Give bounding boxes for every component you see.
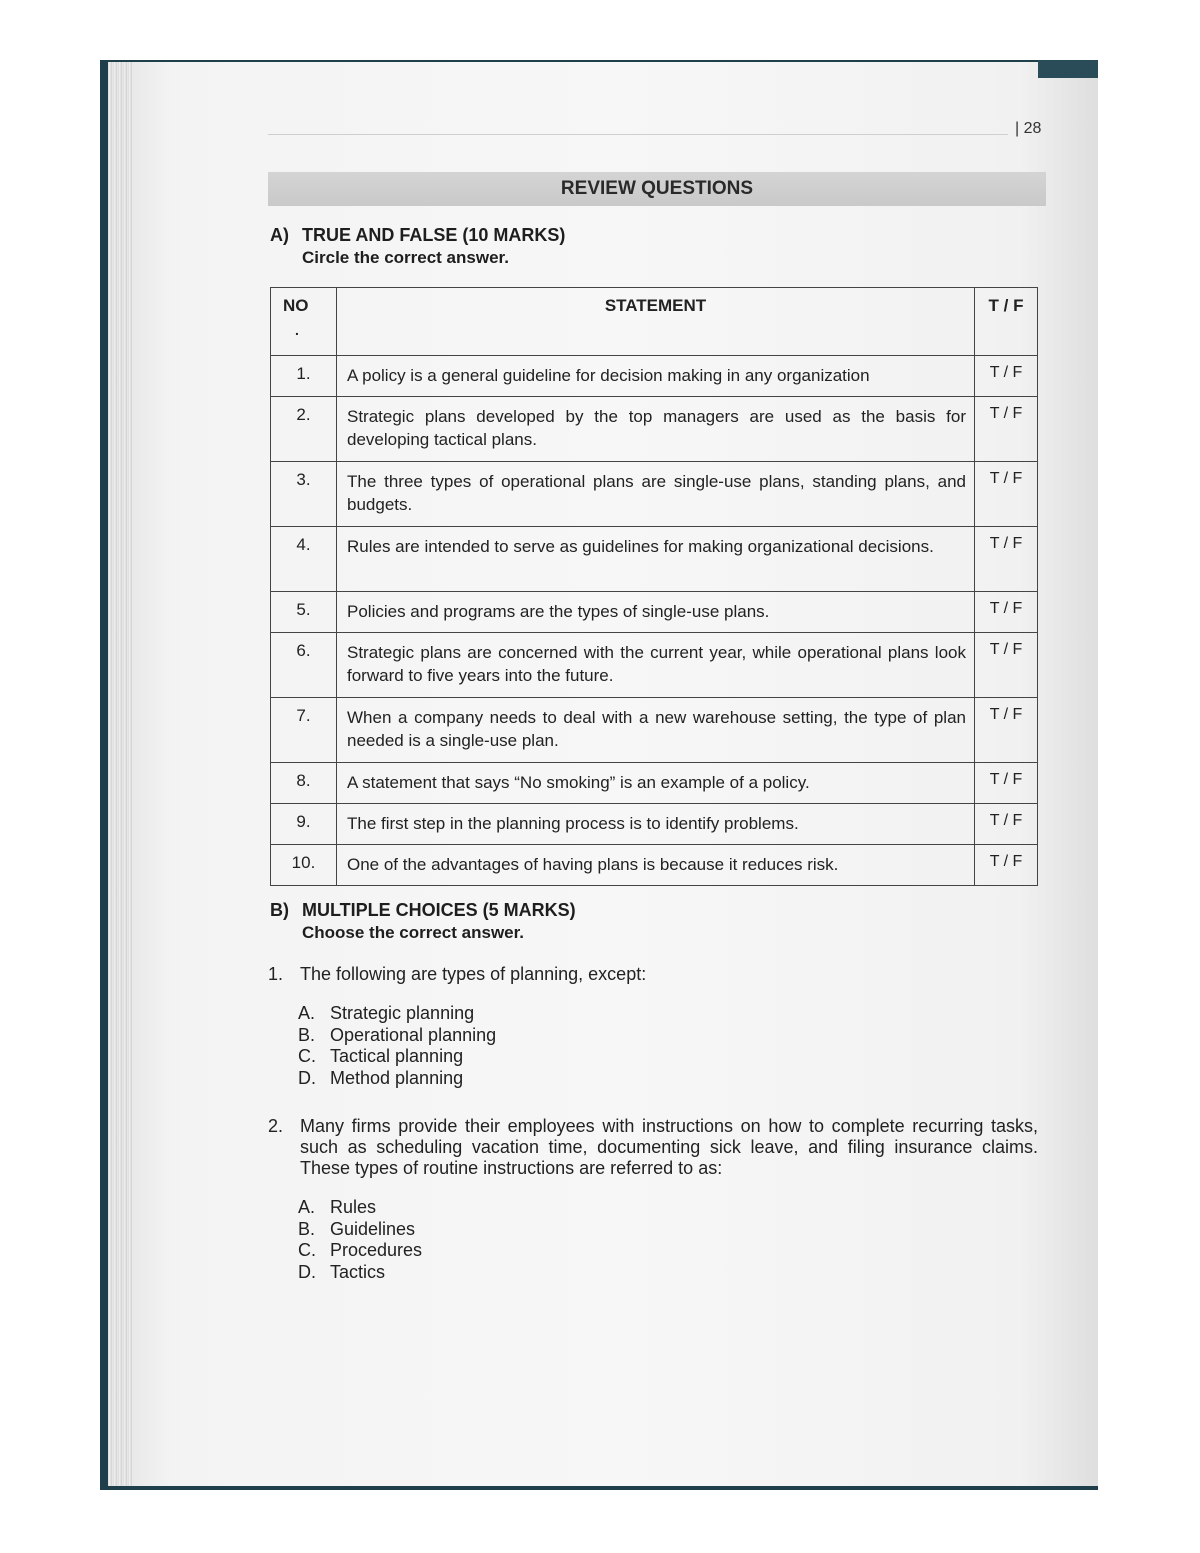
option-item[interactable] bbox=[298, 1046, 1038, 1068]
option-letter: A. bbox=[298, 1197, 316, 1217]
row-statement: When a company needs to deal with a new warehouse setting, the type of plan needed is a single-use plan. bbox=[337, 698, 975, 763]
table-row bbox=[271, 397, 1038, 462]
row-number: 4. bbox=[271, 527, 337, 592]
row-tf-choice[interactable]: T / F bbox=[975, 356, 1038, 397]
row-number: 10. bbox=[271, 845, 337, 886]
table-row bbox=[271, 633, 1038, 698]
table-header-row bbox=[271, 288, 1038, 356]
option-letter: C. bbox=[298, 1046, 316, 1066]
mcq-question-2 bbox=[268, 1116, 1038, 1283]
option-item[interactable] bbox=[298, 1025, 1038, 1047]
option-text: Tactics bbox=[330, 1261, 386, 1282]
header-no-label: NO bbox=[283, 296, 309, 315]
option-letter: B. bbox=[298, 1024, 316, 1045]
option-text: Rules bbox=[330, 1197, 377, 1217]
page-number: | 28 bbox=[1015, 120, 1042, 137]
page-title: REVIEW QUESTIONS bbox=[560, 178, 754, 199]
option-item[interactable] bbox=[298, 1197, 1038, 1219]
row-tf-choice[interactable]: T / F bbox=[975, 633, 1038, 698]
row-tf-choice[interactable]: T / F bbox=[975, 592, 1038, 633]
row-tf-choice[interactable]: T / F bbox=[975, 397, 1038, 462]
row-number: 7. bbox=[271, 698, 337, 763]
option-text: Method planning bbox=[330, 1067, 464, 1088]
section-a-title: TRUE AND FALSE (10 MARKS) bbox=[302, 225, 566, 245]
row-statement: A policy is a general guideline for decision making in any organization bbox=[337, 356, 975, 397]
section-a-label: A) bbox=[270, 225, 289, 245]
option-text: Operational planning bbox=[330, 1024, 497, 1045]
option-text: Procedures bbox=[330, 1240, 423, 1260]
header-rule bbox=[268, 134, 1008, 135]
option-letter: D. bbox=[298, 1261, 316, 1282]
table-row bbox=[271, 356, 1038, 397]
row-number: 6. bbox=[271, 633, 337, 698]
row-number: 9. bbox=[271, 804, 337, 845]
section-b-instruction: Choose the correct answer. bbox=[302, 923, 525, 942]
question-text: Many firms provide their employees with instructions on how to complete recurring tasks, such as scheduling vacation time, documenting sick leave, and filing insurance claims. These types of routine instructions are referred to as: bbox=[300, 1116, 1038, 1178]
section-b-title: MULTIPLE CHOICES (5 MARKS) bbox=[302, 900, 576, 920]
option-text: Strategic planning bbox=[330, 1003, 475, 1023]
option-text: Guidelines bbox=[330, 1218, 416, 1239]
option-letter: B. bbox=[298, 1218, 316, 1239]
row-number: 1. bbox=[271, 356, 337, 397]
option-item[interactable] bbox=[298, 1219, 1038, 1241]
row-tf-choice[interactable]: T / F bbox=[975, 845, 1038, 886]
question-number: 1. bbox=[268, 964, 284, 984]
row-number: 8. bbox=[271, 763, 337, 804]
title-bar bbox=[268, 172, 1046, 206]
question-text: The following are types of planning, except: bbox=[300, 964, 647, 984]
table-row bbox=[271, 698, 1038, 763]
row-number: 5. bbox=[271, 592, 337, 633]
row-tf-choice[interactable]: T / F bbox=[975, 462, 1038, 527]
option-letter: C. bbox=[298, 1240, 316, 1260]
row-tf-choice[interactable]: T / F bbox=[975, 763, 1038, 804]
row-statement: Strategic plans developed by the top managers are used as the basis for developing tactical plans. bbox=[337, 397, 975, 462]
row-tf-choice[interactable]: T / F bbox=[975, 698, 1038, 763]
row-statement: One of the advantages of having plans is because it reduces risk. bbox=[337, 845, 975, 886]
row-tf-choice[interactable]: T / F bbox=[975, 804, 1038, 845]
table-row bbox=[271, 527, 1038, 592]
option-list bbox=[298, 1003, 1038, 1089]
row-statement: Rules are intended to serve as guidelines for making organizational decisions. bbox=[337, 527, 975, 592]
row-statement: A statement that says “No smoking” is an example of a policy. bbox=[337, 763, 975, 804]
section-b-heading bbox=[270, 900, 576, 943]
table-row bbox=[271, 763, 1038, 804]
option-item[interactable] bbox=[298, 1240, 1038, 1262]
table-row bbox=[271, 592, 1038, 633]
row-statement: Strategic plans are concerned with the current year, while operational plans look forward to five years into the future. bbox=[337, 633, 975, 698]
option-list bbox=[298, 1197, 1038, 1283]
header-statement: STATEMENT bbox=[337, 288, 975, 356]
table-row bbox=[271, 804, 1038, 845]
section-a-instruction: Circle the correct answer. bbox=[302, 248, 509, 267]
header-no-dot: . bbox=[295, 322, 299, 338]
section-b-label: B) bbox=[270, 900, 289, 920]
header-no bbox=[271, 288, 337, 356]
mcq-question-1 bbox=[268, 964, 1038, 1089]
table-row bbox=[271, 462, 1038, 527]
row-number: 3. bbox=[271, 462, 337, 527]
row-statement: The three types of operational plans are single-use plans, standing plans, and budgets. bbox=[337, 462, 975, 527]
row-number: 2. bbox=[271, 397, 337, 462]
row-statement: Policies and programs are the types of single-use plans. bbox=[337, 592, 975, 633]
table-row bbox=[271, 845, 1038, 886]
header-tf: T / F bbox=[975, 288, 1038, 356]
option-item[interactable] bbox=[298, 1068, 1038, 1090]
section-a-heading bbox=[270, 225, 565, 268]
option-letter: A. bbox=[298, 1003, 316, 1023]
option-item[interactable] bbox=[298, 1262, 1038, 1284]
option-item[interactable] bbox=[298, 1003, 1038, 1025]
option-letter: D. bbox=[298, 1067, 316, 1088]
question-number: 2. bbox=[268, 1116, 284, 1136]
option-text: Tactical planning bbox=[330, 1046, 464, 1066]
true-false-table bbox=[270, 287, 1038, 886]
row-tf-choice[interactable]: T / F bbox=[975, 527, 1038, 592]
row-statement: The first step in the planning process is to identify problems. bbox=[337, 804, 975, 845]
